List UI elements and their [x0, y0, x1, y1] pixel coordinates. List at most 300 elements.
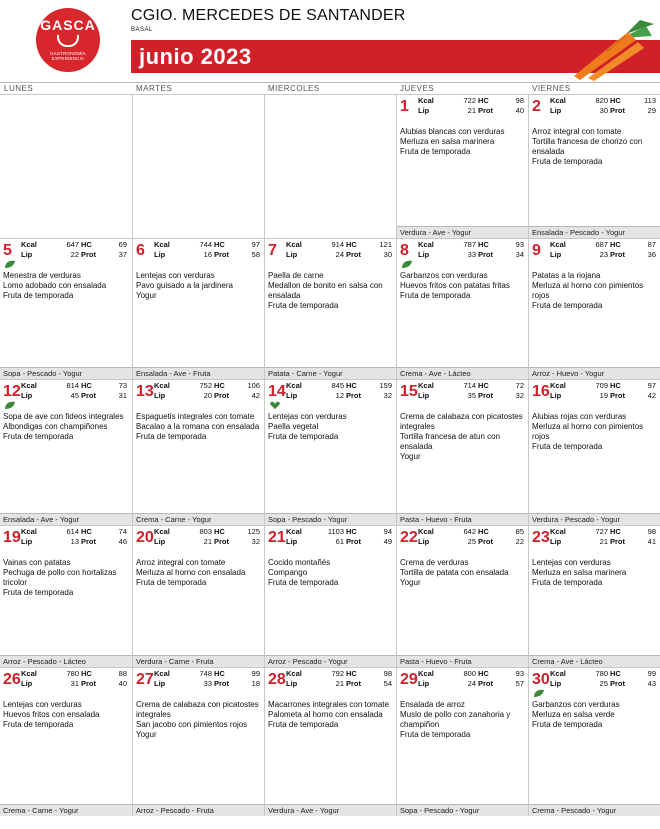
day-cell-15	[396, 379, 528, 525]
kcal-value: 780	[66, 669, 79, 678]
prot-value: 57	[515, 679, 524, 688]
menu-dishes	[400, 558, 525, 588]
day-number: 12	[3, 383, 21, 400]
lip-value: 35	[467, 391, 476, 400]
lip-label: Lip	[286, 537, 298, 546]
dish-item: Alubias rojas con verduras	[532, 412, 627, 421]
menu-dishes	[268, 271, 393, 311]
lip-value: 21	[203, 537, 212, 546]
nutrition-row	[154, 391, 264, 401]
kcal-value: 709	[595, 381, 608, 390]
nutrition-info	[418, 527, 528, 547]
day-number: 14	[268, 383, 286, 400]
pot-icon	[57, 35, 79, 47]
hc-label: HC	[346, 669, 357, 678]
prot-value: 42	[647, 391, 656, 400]
menu-dishes	[136, 700, 261, 740]
nutrition-row	[154, 250, 264, 260]
day-number: 8	[400, 242, 409, 259]
nutrition-info	[418, 240, 528, 260]
dish-item: Lentejas con verduras	[136, 271, 215, 280]
dish-item: Fruta de temporada	[268, 578, 339, 587]
day-cell	[132, 94, 264, 238]
day-number: 23	[532, 529, 550, 546]
dish-item: Fruta de temporada	[136, 578, 207, 587]
nutrition-info	[21, 527, 131, 547]
prot-label: Prot	[81, 679, 96, 688]
kcal-value: 687	[595, 240, 608, 249]
menu-dishes	[400, 412, 525, 462]
nutrition-row	[550, 96, 660, 106]
lip-value: 61	[335, 537, 344, 546]
lip-label: Lip	[286, 250, 298, 259]
hc-value: 98	[515, 96, 524, 105]
day-footer: Crema - Ave - Lácteo	[397, 367, 528, 379]
kcal-label: Kcal	[286, 240, 302, 249]
prot-label: Prot	[81, 391, 96, 400]
lip-label: Lip	[154, 679, 166, 688]
day-footer: Arroz - Pescado - Fruta	[133, 804, 264, 816]
lip-value: 25	[467, 537, 476, 546]
prot-label: Prot	[610, 391, 625, 400]
menu-dishes	[532, 271, 657, 311]
lip-value: 24	[335, 250, 344, 259]
dish-item: Yogur	[400, 452, 421, 461]
day-cell-8	[396, 238, 528, 379]
kcal-label: Kcal	[21, 669, 37, 678]
day-number: 30	[532, 671, 550, 688]
nutrition-info	[286, 527, 396, 547]
logo-text: GASCA	[40, 17, 96, 33]
dish-item: Merluza al horno con pimientos rojos	[532, 422, 644, 441]
day-cell-28	[264, 667, 396, 816]
kcal-value: 748	[199, 669, 212, 678]
lip-label: Lip	[21, 391, 33, 400]
dish-item: Fruta de temporada	[400, 147, 471, 156]
prot-value: 42	[251, 391, 260, 400]
day-number: 21	[268, 529, 286, 546]
nutrition-info	[154, 527, 264, 547]
prot-label: Prot	[478, 106, 493, 115]
nutrition-row	[418, 527, 528, 537]
dish-item: Lentejas con verduras	[3, 700, 82, 709]
hc-value: 99	[251, 669, 260, 678]
dish-item: Merluza en salsa marinera	[532, 568, 627, 577]
nutrition-row	[154, 679, 264, 689]
hc-value: 98	[383, 669, 392, 678]
hc-value: 73	[118, 381, 127, 390]
prot-value: 37	[118, 250, 127, 259]
day-cell-12	[0, 379, 132, 525]
hc-value: 69	[118, 240, 127, 249]
weekday-miercoles: MIERCOLES	[264, 82, 396, 94]
prot-label: Prot	[81, 537, 96, 546]
menu-dishes	[532, 412, 657, 452]
lip-value: 21	[467, 106, 476, 115]
leaf-icon	[401, 260, 413, 269]
lip-value: 24	[467, 679, 476, 688]
hc-label: HC	[478, 381, 489, 390]
kcal-label: Kcal	[550, 381, 566, 390]
prot-value: 58	[251, 250, 260, 259]
kcal-label: Kcal	[550, 96, 566, 105]
dish-item: Vainas con patatas	[3, 558, 71, 567]
nutrition-row	[154, 537, 264, 547]
lip-value: 33	[467, 250, 476, 259]
kcal-value: 752	[199, 381, 212, 390]
nutrition-row	[286, 679, 396, 689]
lip-value: 31	[70, 679, 79, 688]
gasca-logo	[36, 8, 100, 72]
lip-value: 22	[70, 250, 79, 259]
kcal-label: Kcal	[550, 669, 566, 678]
weekday-lunes: LUNES	[0, 82, 132, 94]
dish-item: Crema de verduras	[400, 558, 469, 567]
hc-value: 159	[379, 381, 392, 390]
hc-value: 121	[379, 240, 392, 249]
weekday-jueves: JUEVES	[396, 82, 528, 94]
dish-item: Yogur	[136, 291, 157, 300]
hc-label: HC	[214, 527, 225, 536]
kcal-value: 814	[66, 381, 79, 390]
day-cell-1	[396, 94, 528, 238]
prot-label: Prot	[610, 679, 625, 688]
nutrition-row	[21, 381, 131, 391]
day-number: 27	[136, 671, 154, 688]
kcal-label: Kcal	[21, 527, 37, 536]
day-cell-30	[528, 667, 660, 816]
nutrition-row	[550, 381, 660, 391]
prot-label: Prot	[478, 679, 493, 688]
prot-label: Prot	[214, 250, 229, 259]
hc-label: HC	[81, 240, 92, 249]
day-footer: Arroz - Pescado - Lácteo	[0, 655, 132, 667]
dish-item: Lentejas con verduras	[268, 412, 347, 421]
kcal-value: 780	[595, 669, 608, 678]
lip-value: 25	[599, 679, 608, 688]
nutrition-row	[21, 679, 131, 689]
nutrition-row	[418, 240, 528, 250]
hc-value: 87	[647, 240, 656, 249]
nutrition-info	[550, 96, 660, 116]
lip-value: 33	[203, 679, 212, 688]
day-number: 26	[3, 671, 21, 688]
prot-label: Prot	[478, 250, 493, 259]
dish-item: Cocido montañés	[268, 558, 331, 567]
prot-label: Prot	[610, 106, 625, 115]
dish-item: Tortilla de patata con ensalada	[400, 568, 509, 577]
hc-value: 94	[383, 527, 392, 536]
hc-value: 97	[647, 381, 656, 390]
dish-item: Lentejas con verduras	[532, 558, 611, 567]
dish-item: Fruta de temporada	[532, 720, 603, 729]
nutrition-row	[154, 527, 264, 537]
nutrition-info	[418, 96, 528, 116]
kcal-value: 845	[331, 381, 344, 390]
nutrition-info	[286, 240, 396, 260]
hc-value: 113	[644, 96, 656, 105]
leaf-icon	[4, 401, 16, 410]
dish-item: Tortilla francesa de atun con ensalada	[400, 432, 501, 451]
nutrition-row	[418, 679, 528, 689]
menu-dishes	[3, 558, 129, 598]
nutrition-row	[286, 391, 396, 401]
dish-item: Sopa de ave con fideos integrales	[3, 412, 124, 421]
nutrition-row	[418, 381, 528, 391]
hc-value: 125	[247, 527, 260, 536]
lip-label: Lip	[154, 250, 166, 259]
kcal-label: Kcal	[286, 669, 302, 678]
dish-item: Fruta de temporada	[268, 432, 339, 441]
logo-subtext: GASTRONOMÍA EXPERIENCIA	[50, 51, 86, 61]
leaf-icon	[4, 260, 16, 269]
prot-value: 54	[383, 679, 392, 688]
menu-dishes	[532, 558, 657, 588]
lip-label: Lip	[418, 391, 430, 400]
prot-value: 36	[647, 250, 656, 259]
dish-item: Fruta de temporada	[532, 157, 603, 166]
dish-item: Fruta de temporada	[532, 578, 603, 587]
lip-value: 19	[599, 391, 608, 400]
day-footer: Patata - Carne - Yogur	[265, 367, 396, 379]
dish-item: San jacobo con pimientos rojos	[136, 720, 248, 729]
day-footer: Ensalada - Ave - Fruta	[133, 367, 264, 379]
day-number: 29	[400, 671, 418, 688]
dish-item: Paella de carne	[268, 271, 324, 280]
menu-dishes	[3, 271, 129, 301]
menu-dishes	[268, 558, 393, 588]
nutrition-row	[550, 527, 660, 537]
day-footer: Verdura - Ave - Yogur	[265, 804, 396, 816]
lip-value: 12	[335, 391, 344, 400]
kcal-label: Kcal	[286, 381, 302, 390]
day-number: 7	[268, 242, 277, 259]
hc-label: HC	[214, 669, 225, 678]
hc-value: 99	[647, 669, 656, 678]
kcal-value: 792	[331, 669, 344, 678]
nutrition-info	[154, 381, 264, 401]
lip-label: Lip	[418, 537, 430, 546]
dish-item: Medallon de bonito en salsa con ensalada	[268, 281, 383, 300]
carrots-icon	[566, 18, 656, 82]
kcal-label: Kcal	[418, 96, 434, 105]
nutrition-row	[154, 240, 264, 250]
day-number: 15	[400, 383, 418, 400]
hc-value: 98	[647, 527, 656, 536]
hc-label: HC	[478, 527, 489, 536]
hc-label: HC	[81, 527, 92, 536]
hc-label: HC	[610, 669, 621, 678]
kcal-label: Kcal	[286, 527, 302, 536]
kcal-value: 1103	[327, 527, 344, 536]
dish-item: Fruta de temporada	[136, 432, 207, 441]
dish-item: Patatas a la riojana	[532, 271, 601, 280]
dish-item: Huevos fritos con ensalada	[3, 710, 100, 719]
dish-item: Pavo guisado a la jardinera	[136, 281, 233, 290]
kcal-label: Kcal	[418, 669, 434, 678]
prot-value: 22	[515, 537, 524, 546]
day-number: 1	[400, 98, 409, 115]
day-footer: Crema - Carne - Yogur	[0, 804, 132, 816]
hc-label: HC	[478, 669, 489, 678]
day-footer: Sopa - Pescado - Yogur	[397, 804, 528, 816]
dish-item: Fruta de temporada	[3, 588, 74, 597]
day-cell-13	[132, 379, 264, 525]
menu-dishes	[400, 700, 525, 740]
hc-value: 88	[118, 669, 127, 678]
prot-label: Prot	[214, 391, 229, 400]
heart-icon	[269, 401, 281, 410]
kcal-value: 722	[463, 96, 476, 105]
dish-item: Menestra de verduras	[3, 271, 81, 280]
day-cell-16	[528, 379, 660, 525]
nutrition-info	[550, 381, 660, 401]
kcal-label: Kcal	[550, 240, 566, 249]
hc-value: 93	[515, 669, 524, 678]
hc-label: HC	[610, 381, 621, 390]
day-number: 20	[136, 529, 154, 546]
nutrition-row	[286, 669, 396, 679]
day-number: 2	[532, 98, 541, 115]
weekday-viernes: VIERNES	[528, 82, 660, 94]
dish-item: Fruta de temporada	[268, 720, 339, 729]
dish-item: Garbanzos con verduras	[532, 700, 620, 709]
day-footer: Crema - Carne - Yogur	[133, 513, 264, 525]
day-footer: Arroz - Pescado - Yogur	[265, 655, 396, 667]
dish-item: Garbanzos con verduras	[400, 271, 488, 280]
dish-item: Compango	[268, 568, 308, 577]
lip-label: Lip	[550, 250, 562, 259]
month-title: junio 2023	[139, 44, 252, 69]
kcal-value: 914	[331, 240, 344, 249]
nutrition-row	[286, 240, 396, 250]
hc-label: HC	[214, 381, 225, 390]
lip-label: Lip	[550, 106, 562, 115]
nutrition-info	[21, 669, 131, 689]
prot-value: 29	[647, 106, 656, 115]
day-footer: Crema - Ave - Lácteo	[529, 655, 660, 667]
nutrition-row	[550, 240, 660, 250]
menu-dishes	[136, 558, 261, 588]
day-cell-6	[132, 238, 264, 379]
nutrition-info	[21, 240, 131, 260]
day-footer: Sopa - Pescado - Yogur	[265, 513, 396, 525]
dish-item: Crema de calabaza con picatostes integrales	[136, 700, 259, 719]
dish-item: Fruta de temporada	[3, 291, 74, 300]
day-number: 16	[532, 383, 550, 400]
prot-label: Prot	[346, 391, 361, 400]
dish-item: Fruta de temporada	[400, 291, 471, 300]
dish-item: Espaguetis integrales con tomate	[136, 412, 255, 421]
prot-value: 43	[647, 679, 656, 688]
kcal-value: 787	[463, 240, 476, 249]
hc-label: HC	[214, 240, 225, 249]
kcal-value: 803	[199, 527, 212, 536]
day-cell-22	[396, 525, 528, 667]
lip-label: Lip	[550, 537, 562, 546]
prot-label: Prot	[610, 250, 625, 259]
nutrition-row	[418, 250, 528, 260]
lip-value: 30	[599, 106, 608, 115]
nutrition-info	[286, 669, 396, 689]
prot-label: Prot	[214, 537, 229, 546]
prot-label: Prot	[346, 250, 361, 259]
kcal-label: Kcal	[154, 669, 170, 678]
weekday-martes: MARTES	[132, 82, 264, 94]
day-cell-5	[0, 238, 132, 379]
kcal-value: 800	[463, 669, 476, 678]
prot-value: 32	[251, 537, 260, 546]
day-number: 6	[136, 242, 145, 259]
day-footer: Crema - Pescado - Yogur	[529, 804, 660, 816]
day-cell-9	[528, 238, 660, 379]
hc-value: 74	[118, 527, 127, 536]
prot-value: 31	[118, 391, 127, 400]
day-cell-23	[528, 525, 660, 667]
nutrition-info	[550, 669, 660, 689]
dish-item: Ensalada de arroz	[400, 700, 465, 709]
nutrition-info	[418, 381, 528, 401]
kcal-value: 614	[66, 527, 79, 536]
day-cell	[0, 94, 132, 238]
lip-label: Lip	[154, 391, 166, 400]
prot-value: 41	[647, 537, 656, 546]
prot-value: 46	[118, 537, 127, 546]
prot-value: 49	[383, 537, 392, 546]
dish-item: Pechuga de pollo con hortalizas tricolor	[3, 568, 117, 587]
day-number: 5	[3, 242, 12, 259]
menu-dishes	[268, 700, 393, 730]
nutrition-row	[154, 381, 264, 391]
prot-value: 32	[383, 391, 392, 400]
menu-dishes	[400, 127, 525, 157]
prot-value: 32	[515, 391, 524, 400]
day-cell-26	[0, 667, 132, 816]
day-cell-27	[132, 667, 264, 816]
hc-label: HC	[478, 240, 489, 249]
day-cell-19	[0, 525, 132, 667]
hc-value: 85	[515, 527, 524, 536]
nutrition-row	[550, 537, 660, 547]
nutrition-row	[21, 250, 131, 260]
leaf-icon	[533, 689, 545, 698]
school-name: CGIO. MERCEDES DE SANTANDER	[131, 7, 406, 24]
kcal-value: 642	[463, 527, 476, 536]
dish-item: Fruta de temporada	[3, 432, 74, 441]
dish-item: Merluza en salsa marinera	[400, 137, 495, 146]
hc-value: 106	[247, 381, 260, 390]
hc-label: HC	[81, 381, 92, 390]
kcal-label: Kcal	[418, 527, 434, 536]
day-cell-20	[132, 525, 264, 667]
nutrition-row	[418, 96, 528, 106]
hc-label: HC	[81, 669, 92, 678]
lip-value: 20	[203, 391, 212, 400]
day-number: 22	[400, 529, 418, 546]
prot-label: Prot	[478, 391, 493, 400]
nutrition-info	[550, 527, 660, 547]
prot-label: Prot	[214, 679, 229, 688]
kcal-value: 744	[199, 240, 212, 249]
lip-label: Lip	[21, 537, 33, 546]
nutrition-info	[550, 240, 660, 260]
kcal-value: 714	[463, 381, 476, 390]
menu-dishes	[532, 700, 657, 730]
day-cell	[264, 94, 396, 238]
nutrition-row	[550, 250, 660, 260]
kcal-value: 647	[66, 240, 79, 249]
hc-label: HC	[346, 527, 357, 536]
